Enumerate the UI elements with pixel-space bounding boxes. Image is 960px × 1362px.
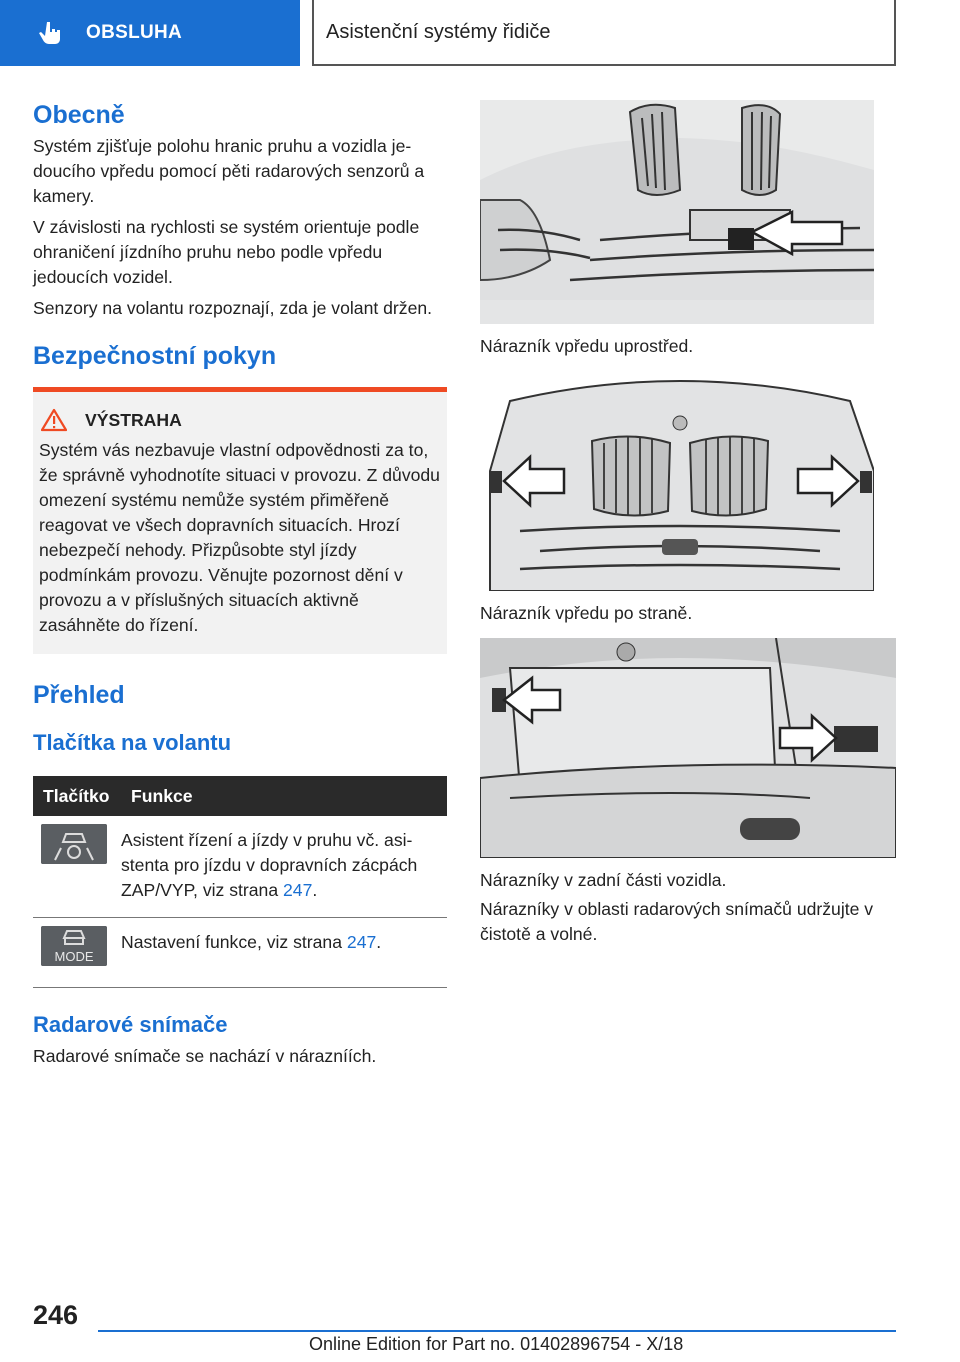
heading-safety: Bezpečnostní pokyn bbox=[33, 342, 277, 370]
rear-bumpers-image bbox=[480, 638, 896, 858]
row-suffix: . bbox=[376, 932, 382, 952]
chapter-title: Asistenční systémy řidiče bbox=[312, 0, 896, 66]
page-link[interactable]: 247 bbox=[346, 932, 377, 952]
table-row bbox=[33, 918, 447, 988]
heading-overview: Přehled bbox=[33, 681, 125, 709]
caption-rear: Nárazníky v zadní části vozidla. bbox=[480, 870, 727, 890]
lane-assist-steering-icon bbox=[41, 824, 107, 864]
front-bumper-side-image bbox=[480, 371, 874, 591]
general-paragraph-2: V závislosti na rychlosti se systém orientuje podle ohraničení jízdního pruhu nebo podle vpředu jedoucích vozidel. bbox=[33, 217, 420, 287]
table-row bbox=[33, 816, 447, 918]
warning-header bbox=[41, 408, 441, 432]
col-header-function: Funkce bbox=[121, 776, 447, 816]
left-column bbox=[33, 100, 447, 1069]
buttons-table bbox=[33, 776, 447, 988]
warning-box bbox=[33, 387, 447, 654]
mode-label: MODE bbox=[54, 949, 94, 964]
section-tab bbox=[0, 0, 300, 66]
row-suffix: . bbox=[312, 880, 318, 900]
table-header-row bbox=[33, 776, 447, 816]
section-label: OBSLUHA bbox=[86, 22, 183, 43]
general-paragraph-3: Senzory na volantu rozpoznají, zda je volant držen. bbox=[33, 298, 433, 318]
general-paragraph-1: Systém zjišťuje polohu hranic pruhu a vozidla jedoucího vpředu pomocí pěti radarových senzorů a kamery. bbox=[33, 136, 425, 206]
right-column bbox=[480, 100, 896, 947]
heading-general: Obecně bbox=[33, 101, 125, 129]
page-number: 246 bbox=[33, 1300, 79, 1330]
heading-steering-buttons: Tlačítka na volantu bbox=[33, 730, 232, 755]
warning-triangle-icon bbox=[41, 408, 67, 432]
front-bumper-center-image bbox=[480, 100, 874, 324]
col-header-button: Tlačítko bbox=[33, 776, 121, 816]
row-text: Asistent řízení a jízdy v pruhu vč. asistenta pro jízdu v dopravních zácpách ZAP/VYP, viz strana bbox=[121, 830, 418, 900]
warning-text: Systém vás nezbavuje vlastní odpovědnosti za to, že správně vyhodnotíte situaci v provozu. Z důvodu omezení systému nemůže systém přiměřeně reagovat ve všech dopravních situacích. Hrozí nebezpečí nehody. Přizpůsobte styl jízdy podmínkám provozu. Věnujte pozornost dění v provozu a v příslušných situacích aktivně zasáhněte do řízení. bbox=[39, 440, 440, 635]
edition-footer: Online Edition for Part no. 01402896754 - X/18 bbox=[309, 1334, 684, 1354]
maintenance-note: Nárazníky v oblasti radarových snímačů udržujte v čistotě a volné. bbox=[480, 899, 874, 944]
hand-pointer-icon bbox=[38, 20, 64, 46]
footer-divider bbox=[98, 1330, 896, 1332]
caption-front-side: Nárazník vpředu po straně. bbox=[480, 603, 693, 623]
page-link[interactable]: 247 bbox=[283, 880, 313, 900]
caption-front-center: Nárazník vpředu uprostřed. bbox=[480, 336, 694, 356]
mode-button-icon bbox=[41, 926, 107, 966]
warning-title: VÝSTRAHA bbox=[85, 409, 182, 430]
heading-radar-sensors: Radarové snímače bbox=[33, 1012, 228, 1037]
row-text: Nastavení funkce, viz strana bbox=[121, 932, 347, 952]
radar-text: Radarové snímače se nachází v nárazníích. bbox=[33, 1046, 377, 1066]
